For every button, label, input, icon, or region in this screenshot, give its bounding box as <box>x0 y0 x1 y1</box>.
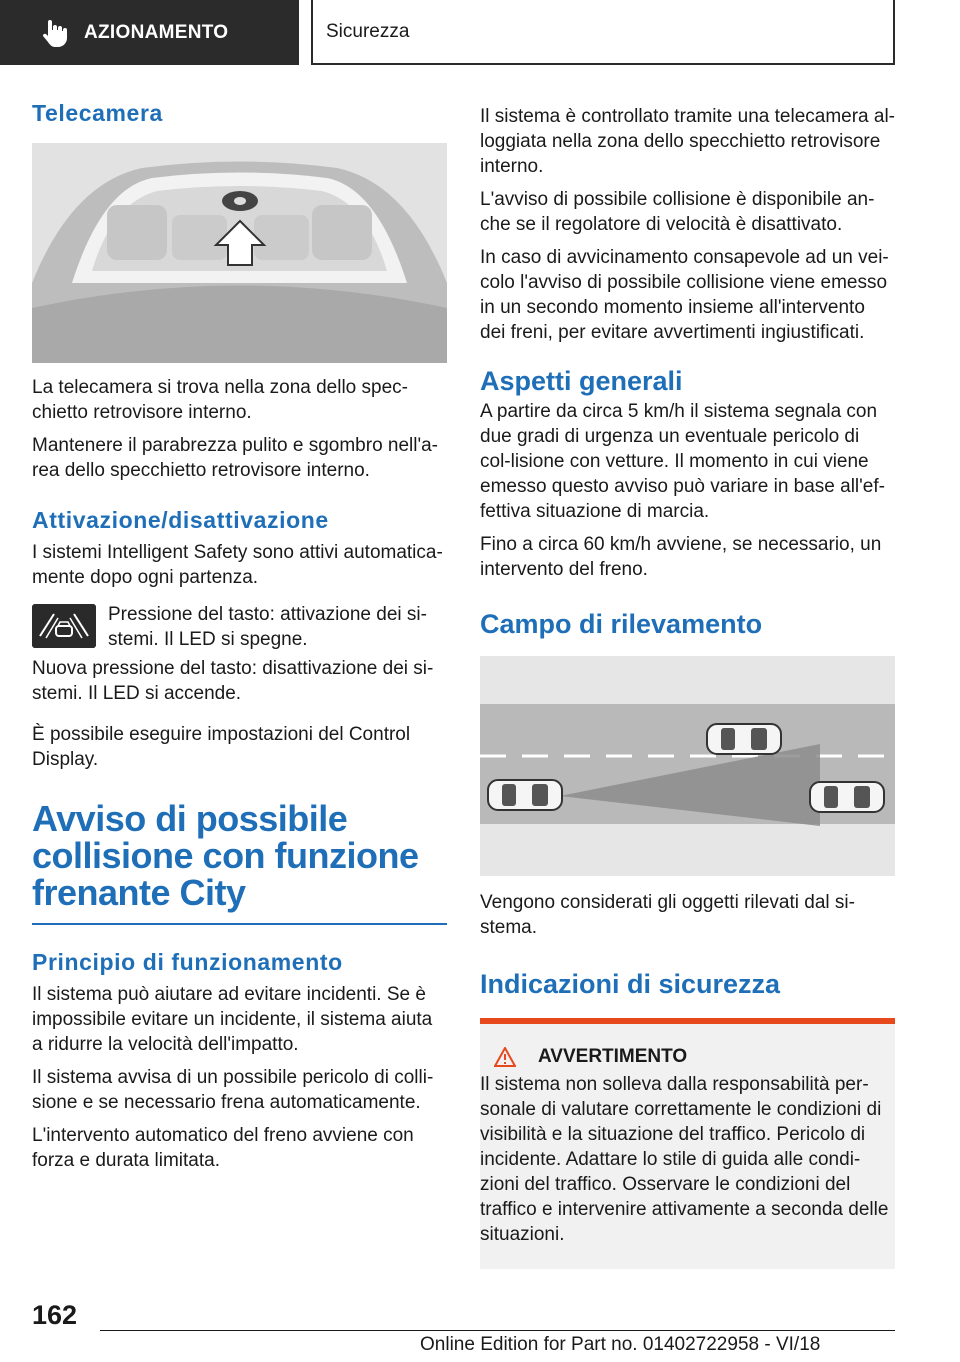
text-button-press-again: Nuova pressione del tasto: disattivazione dei si-stemi. Il LED si accende. <box>32 658 434 704</box>
text-button-press: Pressione del tasto: attivazione dei si-stemi. Il LED si spegne. <box>108 604 427 650</box>
text-principle-3: L'intervento automatico del freno avviene con forza e durata limitata. <box>32 1125 414 1171</box>
warning-box <box>480 1018 895 1269</box>
warning-title-row <box>494 1046 895 1068</box>
heading-aspetti: Aspetti generali <box>480 366 683 396</box>
heading-telecamera: Telecamera <box>32 100 163 126</box>
heading-divider <box>32 923 447 925</box>
text-camera-control: Il sistema è controllato tramite una telecamera al-loggiata nella zona dello specchietto retrovisore interno. <box>480 106 896 177</box>
text-principle-1: Il sistema può aiutare ad evitare incidenti. Se è impossibile evitare un incidente, il sistema aiuta a ridurre la velocità dell'impatto. <box>32 984 433 1055</box>
right-column <box>480 104 895 1269</box>
text-auto-active: I sistemi Intelligent Safety sono attivi automatica-mente dopo ogni partenza. <box>32 542 443 588</box>
warning-title: AVVERTIMENTO <box>538 1046 688 1067</box>
warning-text: Il sistema non solleva dalla responsabilità per-sonale di valutare correttamente le condizioni di visibilità e la situazione del traffico. Pericolo di incidente. Adattare lo stile di guida alle condi-zioni del traffico. Osservare le condizioni del traffico e intervenire attivamente a seconda delle situazioni. <box>480 1074 889 1245</box>
text-windshield: Mantenere il parabrezza pulito e sgombro nell'a-rea dello specchietto retrovisore interno. <box>32 435 439 481</box>
left-column <box>32 100 447 1181</box>
heading-campo: Campo di rilevamento <box>480 609 763 639</box>
text-general-2: Fino a circa 60 km/h avviene, se necessario, un intervento del freno. <box>480 534 882 580</box>
text-availability: L'avviso di possibile collisione è disponibile an-che se il regolatore di velocità è disattivato. <box>480 189 875 235</box>
heading-attivazione: Attivazione/disattivazione <box>32 507 329 533</box>
intelligent-safety-button-icon <box>32 604 96 648</box>
heading-principio: Principio di funzionamento <box>32 949 343 975</box>
text-control-display: È possibile eseguire impostazioni del Control Display. <box>32 724 411 770</box>
chapter-label: AZIONAMENTO <box>84 21 229 43</box>
heading-main: Avviso di possibile collisione con funzione frenante City <box>32 798 419 913</box>
section-title: Sicurezza <box>311 0 895 65</box>
camera-illustration <box>32 143 447 363</box>
text-detected-objects: Vengono considerati gli oggetti rilevati dal si-stema. <box>480 892 855 938</box>
warning-triangle-icon <box>494 1047 516 1067</box>
car-front-same-lane <box>810 782 884 812</box>
heading-indicazioni: Indicazioni di sicurezza <box>480 969 781 999</box>
text-principle-2: Il sistema avvisa di un possibile pericolo di colli-sione e se necessario frena automaticamente. <box>32 1067 434 1113</box>
car-front-left-lane <box>707 724 781 754</box>
text-camera-location: La telecamera si trova nella zona dello spec-chietto retrovisore interno. <box>32 377 408 423</box>
detection-range-illustration <box>480 656 895 876</box>
edition-note: Online Edition for Part no. 01402722958 - VI/18 <box>420 1334 821 1355</box>
page-number: 162 <box>32 1300 78 1330</box>
footer-divider <box>100 1330 895 1331</box>
text-general-1: A partire da circa 5 km/h il sistema segnala con due gradi di urgenza un eventuale pericolo di col-lisione con vetture. Il momento in cui viene emesso questo avviso può variare in base all'ef-fettiva situazione di marcia. <box>480 401 885 522</box>
hand-icon <box>38 18 68 48</box>
chapter-tab[interactable] <box>0 0 299 65</box>
car-ego <box>488 780 562 810</box>
text-approach: In caso di avvicinamento consapevole ad un vei-colo l'avviso di possibile collisione viene emesso in un secondo momento insieme all'intervento dei freni, per evitare avvertimenti ingiustificati. <box>480 247 889 343</box>
